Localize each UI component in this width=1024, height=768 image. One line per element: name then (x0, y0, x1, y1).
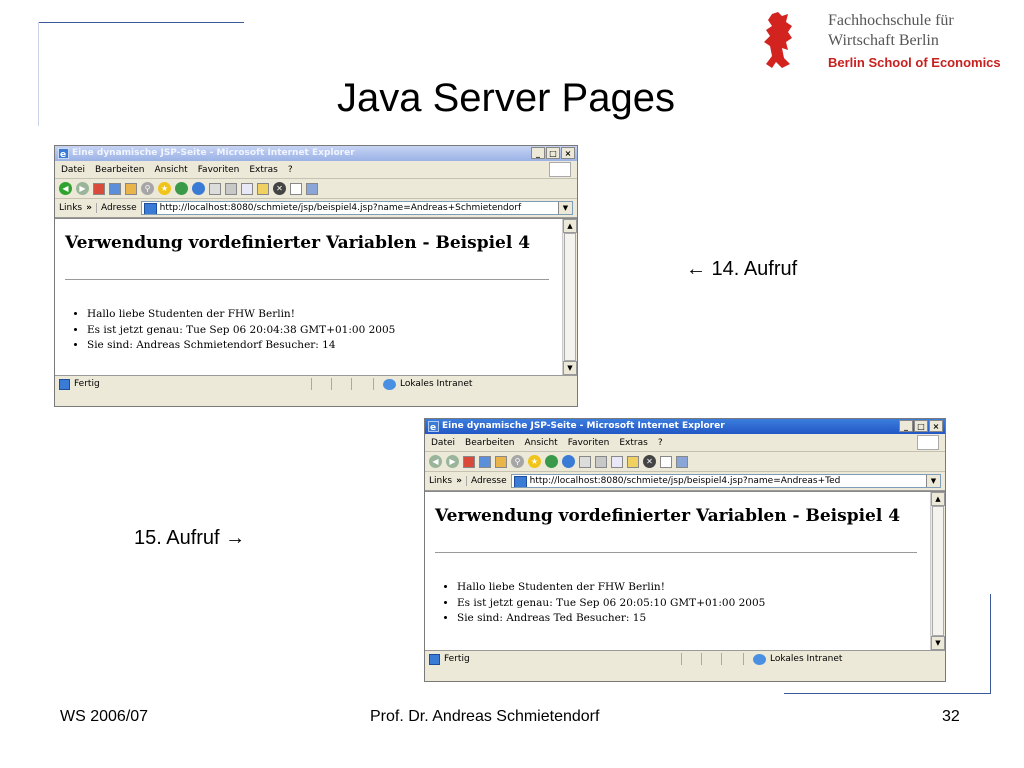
media-icon[interactable] (545, 455, 558, 468)
logo-line-3: Berlin School of Economics (828, 55, 1001, 70)
status-pane (743, 653, 744, 665)
print-icon[interactable] (225, 183, 237, 195)
menu-extras[interactable]: Extras (619, 437, 648, 448)
print-icon[interactable] (595, 456, 607, 468)
slide-title: Java Server Pages (337, 76, 675, 120)
status-pane (721, 653, 722, 665)
status-pane (331, 378, 332, 390)
scroll-up-icon[interactable]: ▲ (931, 492, 945, 506)
refresh-icon[interactable] (479, 456, 491, 468)
menu-help[interactable]: ? (287, 164, 293, 175)
address-url: http://localhost:8080/schmiete/jsp/beispiel4.jsp?name=Andreas+Schmietendorf (159, 203, 522, 213)
page-heading: Verwendung vordefinierter Variablen - Beispiel 4 (435, 506, 901, 526)
address-dropdown-icon[interactable]: ▼ (926, 475, 940, 487)
security-zone (383, 379, 472, 390)
logo-line-2: Wirtschaft Berlin (828, 32, 939, 49)
status-page-icon (59, 379, 70, 390)
search-icon[interactable]: ⚲ (511, 455, 524, 468)
decor-line-bottom (784, 693, 991, 694)
forward-icon[interactable]: ▶ (446, 455, 459, 468)
close-button[interactable]: × (561, 147, 575, 159)
address-bar (425, 472, 945, 491)
back-icon[interactable]: ◀ (429, 455, 442, 468)
menu-bearbeiten[interactable]: Bearbeiten (95, 164, 145, 175)
folder-icon[interactable] (257, 183, 269, 195)
toolbar (55, 179, 577, 199)
list-item: • Sie sind: Andreas Schmietendorf Besucher: 14 (87, 338, 395, 354)
minimize-button[interactable]: _ (531, 147, 545, 159)
svg-text:e: e (60, 150, 67, 159)
address-label: Adresse (96, 203, 137, 213)
media-icon[interactable] (175, 182, 188, 195)
address-input[interactable] (511, 474, 941, 488)
horizontal-rule (65, 279, 549, 280)
info-list (67, 307, 395, 354)
fhw-logo (762, 12, 1022, 76)
address-input[interactable] (141, 201, 573, 215)
page-icon (144, 203, 157, 215)
window-title: Eine dynamische JSP-Seite - Microsoft Internet Explorer (72, 148, 355, 158)
address-dropdown-icon[interactable]: ▼ (558, 202, 572, 214)
list-item: • Sie sind: Andreas Ted Besucher: 15 (457, 611, 765, 627)
search-icon[interactable]: ⚲ (141, 182, 154, 195)
menu-extras[interactable]: Extras (249, 164, 278, 175)
decor-line-right (990, 594, 991, 694)
footer-semester: WS 2006/07 (60, 708, 149, 725)
scroll-down-icon[interactable]: ▼ (931, 636, 945, 650)
status-page-icon (429, 654, 440, 665)
window-title: Eine dynamische JSP-Seite - Microsoft Internet Explorer (442, 421, 725, 431)
close-button[interactable]: × (929, 420, 943, 432)
home-icon[interactable] (125, 183, 137, 195)
scroll-up-icon[interactable]: ▲ (563, 219, 577, 233)
stop-circle-icon[interactable]: ✕ (273, 182, 286, 195)
favorites-icon[interactable]: ★ (158, 182, 171, 195)
favorites-icon[interactable]: ★ (528, 455, 541, 468)
status-pane (351, 378, 352, 390)
links-label[interactable]: Links (429, 476, 453, 486)
edit-icon[interactable] (241, 183, 253, 195)
horizontal-rule (435, 552, 917, 553)
status-text: Fertig (444, 654, 470, 664)
svg-text:e: e (430, 423, 437, 432)
page-heading: Verwendung vordefinierter Variablen - Beispiel 4 (65, 233, 531, 253)
footer-author: Prof. Dr. Andreas Schmietendorf (370, 708, 600, 725)
vertical-scrollbar[interactable] (562, 219, 577, 375)
caption-aufruf-14: ← 14. Aufruf (686, 258, 798, 280)
menu-favoriten[interactable]: Favoriten (197, 164, 240, 175)
menu-datei[interactable]: Datei (61, 164, 86, 175)
menu-ansicht[interactable]: Ansicht (524, 437, 558, 448)
windows-logo-icon (549, 162, 571, 177)
mail-icon[interactable] (579, 456, 591, 468)
messenger-icon[interactable] (306, 183, 318, 195)
stop-circle-icon[interactable]: ✕ (643, 455, 656, 468)
list-item: • Hallo liebe Studenten der FHW Berlin! (457, 580, 765, 596)
status-text: Fertig (74, 379, 100, 389)
status-pane (311, 378, 312, 390)
stop-icon[interactable] (93, 183, 105, 195)
status-pane (373, 378, 374, 390)
links-chevron[interactable]: » (86, 203, 92, 213)
menu-bar (425, 434, 945, 452)
toolbar (425, 452, 945, 472)
page-icon (514, 476, 527, 488)
messenger-icon[interactable] (676, 456, 688, 468)
status-bar (55, 375, 577, 392)
maximize-button[interactable]: □ (546, 147, 560, 159)
scroll-thumb[interactable] (932, 506, 944, 636)
ie-window-2 (424, 418, 946, 682)
status-pane (681, 653, 682, 665)
maximize-button[interactable]: □ (914, 420, 928, 432)
footer-page-number: 32 (942, 708, 960, 725)
status-pane (701, 653, 702, 665)
ie-window-1 (54, 145, 578, 407)
mail-icon[interactable] (209, 183, 221, 195)
forward-icon[interactable]: ▶ (76, 182, 89, 195)
zone-text: Lokales Intranet (770, 654, 843, 664)
status-bar (425, 650, 945, 667)
ie-page-icon (58, 148, 69, 159)
menu-datei[interactable]: Datei (431, 437, 456, 448)
logo-line-1: Fachhochschule für (828, 12, 954, 29)
menu-bearbeiten[interactable]: Bearbeiten (465, 437, 515, 448)
caption-aufruf-15: 15. Aufruf → (134, 527, 246, 549)
links-chevron[interactable]: » (456, 476, 462, 486)
list-item: • Es ist jetzt genau: Tue Sep 06 20:04:38 GMT+01:00 2005 (87, 323, 395, 339)
page-content (55, 218, 577, 375)
windows-logo-icon (917, 435, 939, 450)
scroll-down-icon[interactable]: ▼ (563, 361, 577, 375)
list-item: • Hallo liebe Studenten der FHW Berlin! (87, 307, 395, 323)
zone-text: Lokales Intranet (400, 379, 473, 389)
folder-icon[interactable] (627, 456, 639, 468)
history-icon[interactable] (562, 455, 575, 468)
page-icon[interactable] (290, 183, 302, 195)
menu-help[interactable]: ? (657, 437, 663, 448)
page-content (425, 491, 945, 650)
security-zone (753, 654, 842, 665)
intranet-icon (383, 379, 396, 390)
menu-favoriten[interactable]: Favoriten (567, 437, 610, 448)
menu-ansicht[interactable]: Ansicht (154, 164, 188, 175)
back-icon[interactable]: ◀ (59, 182, 72, 195)
menu-bar (55, 161, 577, 179)
address-url: http://localhost:8080/schmiete/jsp/beispiel4.jsp?name=Andreas+Ted (529, 476, 841, 486)
intranet-icon (753, 654, 766, 665)
decor-line-top (38, 22, 244, 23)
edit-icon[interactable] (611, 456, 623, 468)
address-bar (55, 199, 577, 218)
window-titlebar[interactable] (425, 419, 945, 434)
refresh-icon[interactable] (109, 183, 121, 195)
list-item: • Es ist jetzt genau: Tue Sep 06 20:05:10 GMT+01:00 2005 (457, 596, 765, 612)
scroll-thumb[interactable] (564, 233, 576, 361)
berlin-bear-icon (762, 12, 796, 70)
vertical-scrollbar[interactable] (930, 492, 945, 650)
links-label[interactable]: Links (59, 203, 83, 213)
ie-page-icon (428, 421, 439, 432)
window-titlebar[interactable] (55, 146, 577, 161)
info-list (437, 580, 765, 627)
stop-icon[interactable] (463, 456, 475, 468)
minimize-button[interactable]: _ (899, 420, 913, 432)
home-icon[interactable] (495, 456, 507, 468)
address-label: Adresse (466, 476, 507, 486)
history-icon[interactable] (192, 182, 205, 195)
page-icon[interactable] (660, 456, 672, 468)
